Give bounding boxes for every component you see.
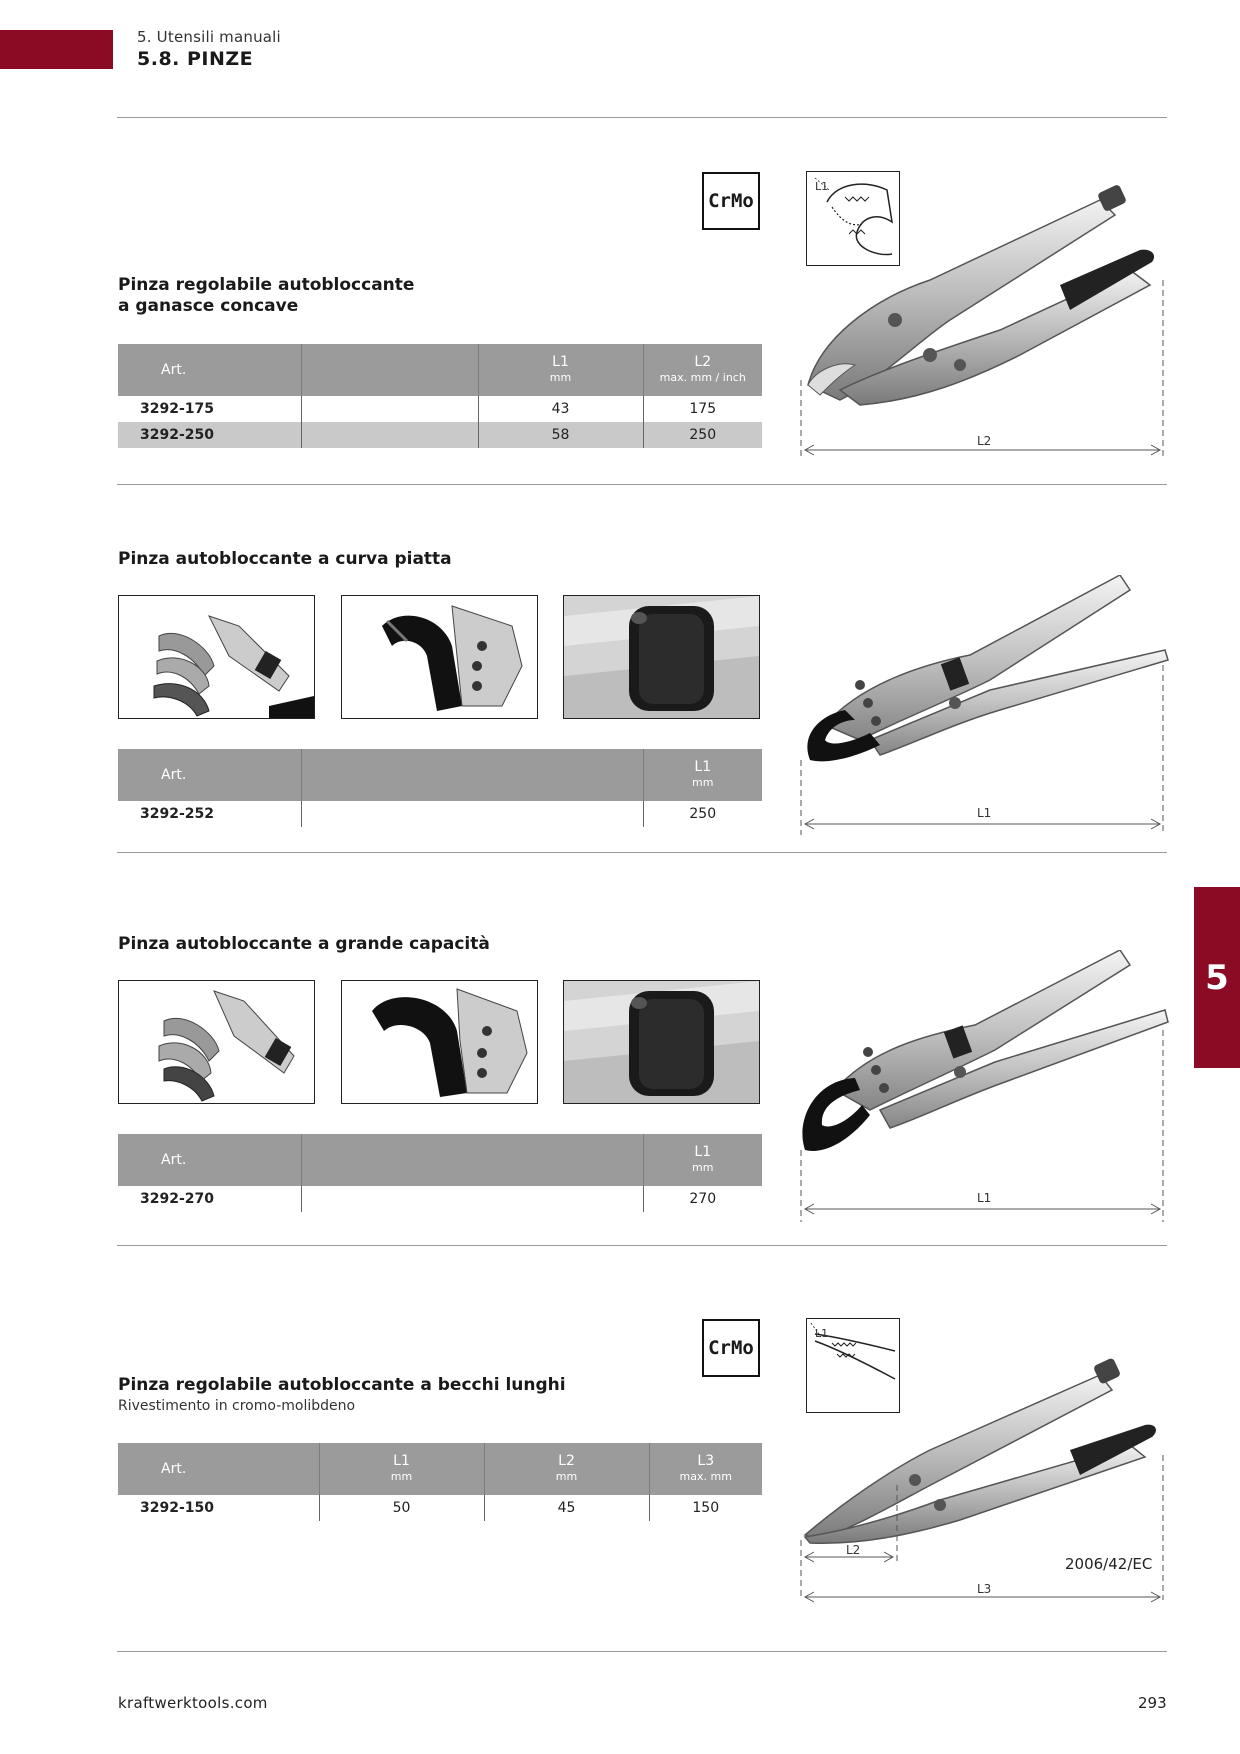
spec-table xyxy=(118,749,762,827)
spec-table xyxy=(118,1134,762,1212)
table-row xyxy=(118,1186,762,1212)
detail-dim-label: L1 xyxy=(815,180,829,193)
section-title: 5.8. PINZE xyxy=(137,48,254,70)
detail-photo-jaw-range xyxy=(118,595,315,719)
page-number: 293 xyxy=(1138,1694,1167,1712)
dimension-label: L3 xyxy=(977,1582,992,1596)
chapter-label: 5. Utensili manuali xyxy=(137,28,281,46)
detail-photo-jaw-closeup xyxy=(341,980,538,1104)
article-number: 3292-250 xyxy=(118,422,301,448)
article-number: 3292-175 xyxy=(118,396,301,422)
column-header: Art. xyxy=(118,749,301,801)
table-row xyxy=(118,422,762,448)
l2-value: 175 xyxy=(689,401,717,417)
divider xyxy=(117,852,1167,853)
product-title-line: a ganasce concave xyxy=(118,296,299,316)
crmo-badge: CrMo xyxy=(702,1319,760,1377)
column-header: L1 mm xyxy=(319,1443,484,1495)
column-header xyxy=(301,344,478,396)
crmo-badge: CrMo xyxy=(702,172,760,230)
norm-reference: 2006/42/EC xyxy=(1065,1555,1153,1573)
spec-table xyxy=(118,344,762,448)
detail-photo-jaw-closeup xyxy=(341,595,538,719)
footer-website: kraftwerktools.com xyxy=(118,1694,268,1712)
detail-dim-label: L1 xyxy=(815,1327,829,1340)
table-row xyxy=(118,396,762,422)
divider xyxy=(117,484,1167,485)
l1-value: 270 xyxy=(689,1191,717,1207)
l1-value: 250 xyxy=(689,806,717,822)
column-header: Art. xyxy=(118,1443,319,1495)
column-header: L2 max. mm / inch xyxy=(643,344,762,396)
product-image-pliers xyxy=(800,575,1170,835)
article-number: 3292-270 xyxy=(118,1186,301,1212)
l1-value: 43 xyxy=(478,396,643,422)
detail-photo-jaw-range xyxy=(118,980,315,1104)
column-header: L1 mm xyxy=(478,344,643,396)
dimension-label: L1 xyxy=(977,806,992,820)
article-number: 3292-252 xyxy=(118,801,301,827)
l2-value: 45 xyxy=(484,1495,649,1521)
detail-photo-adjust-knob xyxy=(563,595,760,719)
l1-value: 50 xyxy=(319,1495,484,1521)
product-title: Pinza autobloccante a curva piatta xyxy=(118,549,452,569)
product-title: Pinza regolabile autobloccante a becchi lunghi xyxy=(118,1375,566,1395)
column-header: L2 mm xyxy=(484,1443,649,1495)
dimension-label: L1 xyxy=(977,1191,992,1205)
detail-photo-adjust-knob xyxy=(563,980,760,1104)
l3-value: 150 xyxy=(692,1500,720,1516)
product-image-pliers xyxy=(800,1335,1170,1615)
divider xyxy=(117,1651,1167,1652)
header-red-tab xyxy=(0,30,113,69)
divider xyxy=(117,117,1167,118)
product-title xyxy=(118,275,414,317)
product-title: Pinza autobloccante a grande capacità xyxy=(118,934,490,954)
column-header: L1 mm xyxy=(643,1134,762,1186)
table-row xyxy=(118,801,762,827)
column-header xyxy=(301,1134,643,1186)
product-image-pliers xyxy=(800,180,1170,460)
chapter-side-tab: 5 xyxy=(1194,887,1240,1068)
dimension-label: L2 xyxy=(977,434,992,448)
column-header: L3 max. mm xyxy=(649,1443,762,1495)
column-header: Art. xyxy=(118,1134,301,1186)
spec-table xyxy=(118,1443,762,1521)
column-header: L1 mm xyxy=(643,749,762,801)
l2-value: 250 xyxy=(643,422,762,448)
article-number: 3292-150 xyxy=(118,1495,319,1521)
dimension-label: L2 xyxy=(846,1543,861,1557)
column-header: Art. xyxy=(118,344,301,396)
product-image-pliers xyxy=(800,950,1170,1222)
table-row xyxy=(118,1495,762,1521)
product-title-line: Pinza regolabile autobloccante xyxy=(118,275,415,295)
column-header xyxy=(301,749,643,801)
l1-value: 58 xyxy=(478,422,643,448)
divider xyxy=(117,1245,1167,1246)
product-subtitle: Rivestimento in cromo-molibdeno xyxy=(118,1398,356,1414)
